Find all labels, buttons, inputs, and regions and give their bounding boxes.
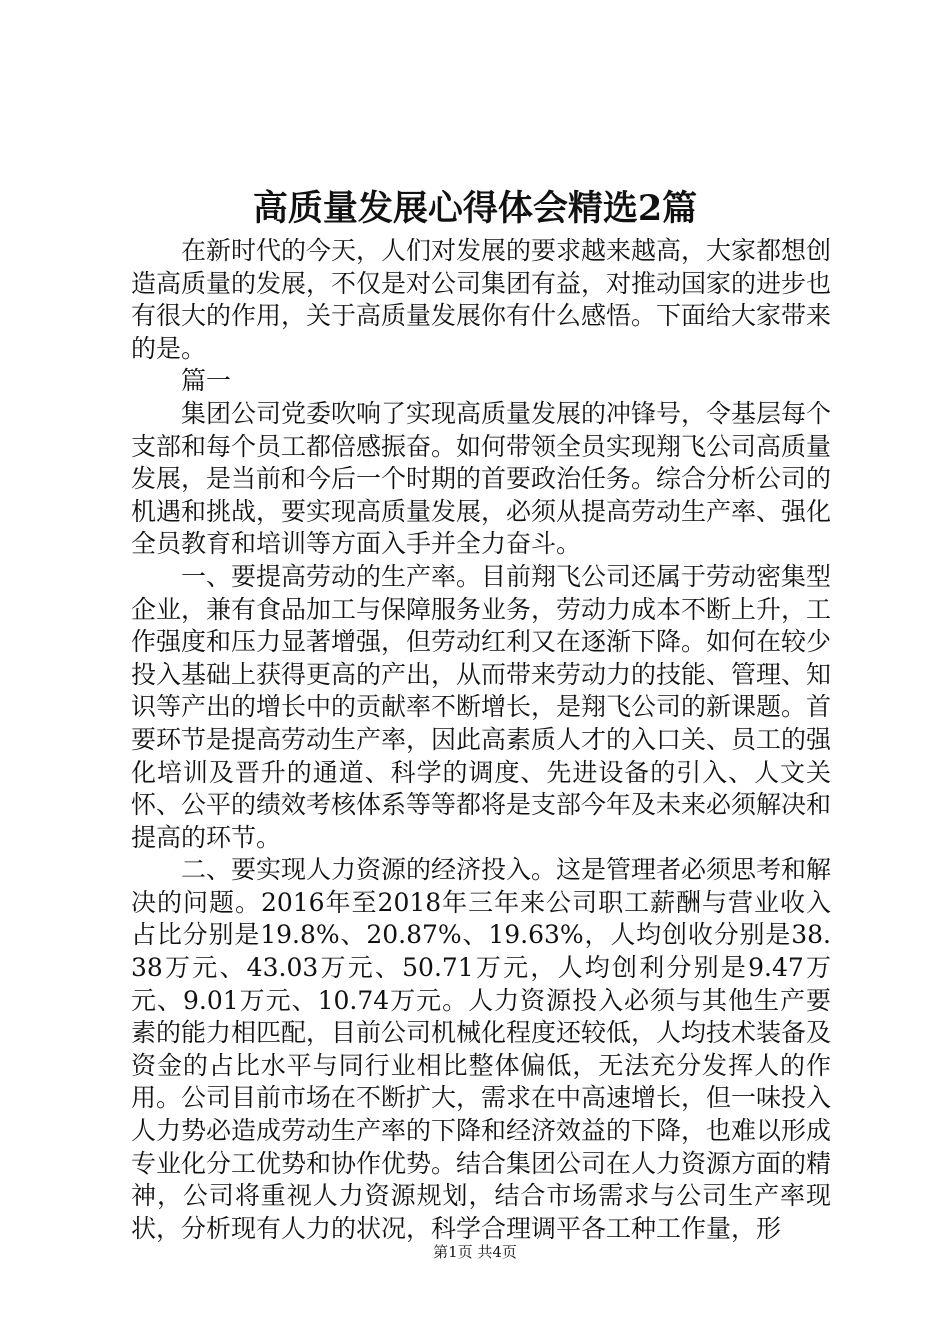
intro-paragraph: 在新时代的今天，人们对发展的要求越来越高，大家都想创造高质量的发展，不仅是对公司集团有益，对推动国家的进步也有很大的作用，关于高质量发展你有什么感悟。下面给大家带来的是。 <box>131 236 832 363</box>
section-heading: 篇一 <box>181 366 232 396</box>
body-paragraph: 集团公司党委吹响了实现高质量发展的冲锋号，令基层每个支部和每个员工都倍感振奋。如何带领全员实现翔飞公司高质量发展，是当前和今后一个时期的首要政治任务。综合分析公司的机遇和挑战，要实现高质量发展，必须从提高劳动生产率、强化全员教育和培训等方面入手并全力奋斗。 <box>131 398 832 559</box>
document-body <box>131 235 831 1245</box>
body-paragraph: 二、要实现人力资源的经济投入。这是管理者必须思考和解决的问题。2016年至2018年三年来公司职工薪酬与营业收入占比分别是19.8%、20.87%、19.63%，人均创收分别是38.38万元、43.03万元、50.71万元，人均创利分别是9.47万元、9.01万元、10.74万元。人力资源投入必须与其他生产要素的能力相匹配，目前公司机械化程度还较低，人均技术装备及资金的占比水平与同行业相比整体偏低，无法充分发挥人的作用。公司目前市场在不断扩大，需求在中高速增长，但一味投入人力势必造成劳动生产率的下降和经济效益的下降，也难以形成专业化分工优势和协作优势。结合集团公司在人力资源方面的精神，公司将重视人力资源规划，结合市场需求与公司生产率现状，分析现有人力的状况，科学合理调平各工种工作量，形 <box>131 855 832 1243</box>
document-title: 高质量发展心得体会精选2篇 <box>252 188 698 229</box>
body-paragraph: 一、要提高劳动的生产率。目前翔飞公司还属于劳动密集型企业，兼有食品加工与保障服务业务，劳动力成本不断上升，工作强度和压力显著增强，但劳动红利又在逐渐下降。如何在较少投入基础上获得更高的产出，从而带来劳动力的技能、管理、知识等产出的增长中的贡献率不断增长，是翔飞公司的新课题。首要环节是提高劳动生产率，因此高素质人才的入口关、员工的强化培训及晋升的通道、科学的调度、先进设备的引入、人文关怀、公平的绩效考核体系等等都将是支部今年及未来必须解决和提高的环节。 <box>131 561 832 852</box>
page-footer: 第1页 共4页 <box>433 1243 517 1261</box>
